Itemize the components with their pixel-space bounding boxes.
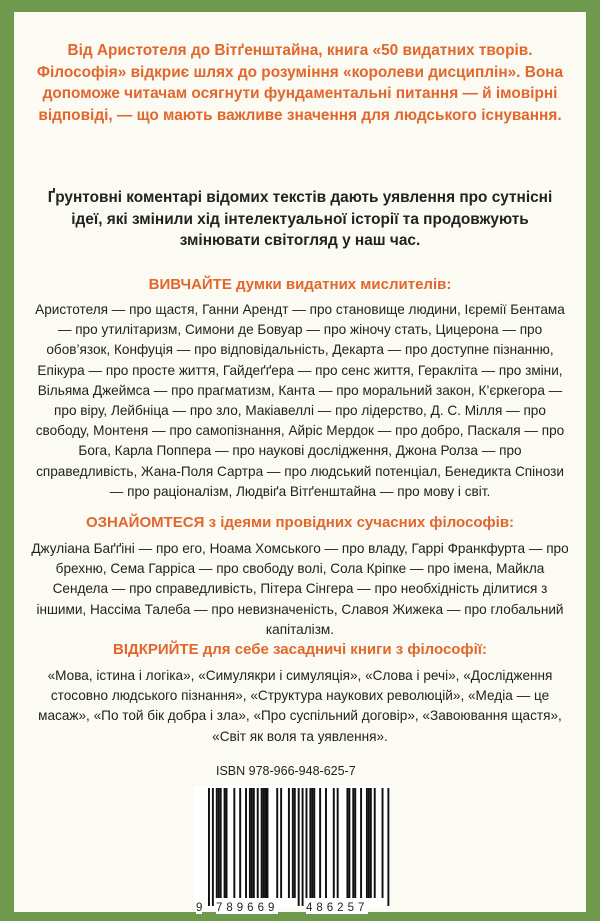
barcode-bar [292, 788, 294, 898]
barcode-bar [294, 788, 296, 898]
barcode-bar [368, 788, 370, 898]
barcode-bar [263, 788, 265, 898]
section-learn-heading [24, 513, 576, 533]
barcode-bar [288, 788, 290, 898]
barcode-bar [302, 788, 304, 906]
barcode-bar [245, 788, 247, 898]
barcode-bars [194, 786, 390, 908]
section-learn-text: Джуліана Баґґіні — про его, Ноама Хомського — про владу, Гаррі Франкфурта — про брехню, Сема Гарріса — про свободу волі, Сола Кріпке — про імена, Майкла Сендела — про справедливість, Пітера Сінгера — про необхідність ділитися з іншими, Нассіма Талеба — про невизначеність, Славоя Жижека — про глобальний капіталізм. [31, 541, 569, 637]
barcode-bar [208, 788, 210, 906]
barcode-left-group: 789669 [216, 902, 279, 914]
barcode-bar [366, 788, 368, 898]
section-learn-title: з ідеями провідних сучасних філософів: [204, 514, 515, 531]
barcode-bar [337, 788, 339, 898]
barcode-bar [348, 788, 350, 898]
barcode-bar [280, 788, 282, 898]
section-study-text: Аристотеля — про щастя, Ганни Арендт — про становище людини, Ієремії Бентама — про утилітаризм, Симони де Бовуар — про жіночу стать, Цицерона — про обов’язок, Конфуція — про відповідальність, Декарта — про доступне пізнанню, Епікура — про просте життя, Гайдеґґера — про сенс життя, Геракліта — про зміни, Вільяма Джеймса — про прагматизм, Канта — про моральний закон, К’єркегора — про віру, Лейбніца — про зло, Макіавеллі — про лідерство, Д. С. Мілля — про свободу, Монтеня — про самопізнання, Айріс Мердок — про добро, Паскаля — про Бога, Карла Поппера — про наукові дослідження, Джона Ролза — про справедливість, Жана-Поля Сартра — про людський потенціал, Бенедикта Спінози — про раціоналізм, Людвіґа Вітґенштайна — про мову і світ. [35, 302, 565, 499]
isbn-label: ISBN 978-966-948-625-7 [216, 764, 356, 778]
barcode-bar [360, 788, 362, 898]
barcode-bar [267, 788, 269, 898]
barcode-bar [298, 788, 300, 906]
barcode-bar [261, 788, 263, 898]
barcode-bar [333, 788, 335, 898]
barcode-bar [309, 788, 311, 898]
barcode-bar [257, 788, 259, 898]
barcode-bar [352, 788, 354, 898]
section-learn-keyword: ОЗНАЙОМТЕСЯ [85, 514, 205, 531]
barcode-bar [325, 788, 327, 898]
section-discover-text: «Мова, істина і логіка», «Симулякри і симуляція», «Слова і речі», «Дослідження стосовно людського пізнання», «Структура наукових революцій», «Медіа — це масаж», «По той бік добра і зла», «Про суспільний договір», «Завоювання щастя», «Світ як воля та уявлення». [38, 668, 562, 744]
barcode-bar [265, 788, 267, 898]
barcode-bar [216, 788, 218, 898]
barcode-bar [253, 788, 255, 898]
section-study-keyword: ВИВЧАЙТЕ [148, 276, 232, 293]
barcode-bar [212, 788, 214, 906]
barcode-bar [220, 788, 222, 898]
barcode-right-group: 486257 [306, 902, 369, 914]
section-study-title: думки видатних мислителів: [231, 276, 452, 293]
barcode-bar [226, 788, 228, 898]
barcode-bar [239, 788, 241, 898]
barcode-bar [346, 788, 348, 898]
barcode-lead-digit: 9 [196, 902, 203, 914]
section-discover-heading [24, 640, 576, 660]
barcode-bar [311, 788, 313, 898]
barcode-bar [224, 788, 226, 898]
intro-paragraph: Від Аристотеля до Вітґенштайна, книга «50 видатних творів. Філософія» відкриє шлях до розуміння «королеви дисциплін». Вона допоможе читачам осягнути фундаментальні питання — й імовірні відповіді, — що мають важливе значення для людського існування. [36, 42, 564, 124]
barcode-bar [251, 788, 253, 898]
barcode-bar [382, 788, 384, 898]
barcode [194, 786, 390, 914]
barcode-bar [387, 788, 389, 906]
lead-paragraph: Ґрунтовні коментарі відомих текстів дають уявлення про сутнісні ідеї, які змінили хід інтелектуальної історії та продовжують змінювати світогляд у наш час. [47, 189, 553, 249]
barcode-bar [319, 788, 321, 898]
back-cover [14, 12, 586, 912]
section-discover-keyword: ВІДКРИЙТЕ [113, 641, 199, 658]
barcode-bar [306, 788, 308, 898]
barcode-bar [374, 788, 376, 898]
barcode-bar [249, 788, 251, 898]
barcode-bar [370, 788, 372, 898]
barcode-bar [233, 788, 235, 898]
section-study-heading [24, 275, 576, 295]
barcode-bar [218, 788, 220, 898]
barcode-bar [354, 788, 356, 898]
barcode-bar [313, 788, 315, 898]
barcode-bar [276, 788, 278, 898]
section-discover-title: для себе засадничі книги з філософії: [198, 641, 487, 658]
